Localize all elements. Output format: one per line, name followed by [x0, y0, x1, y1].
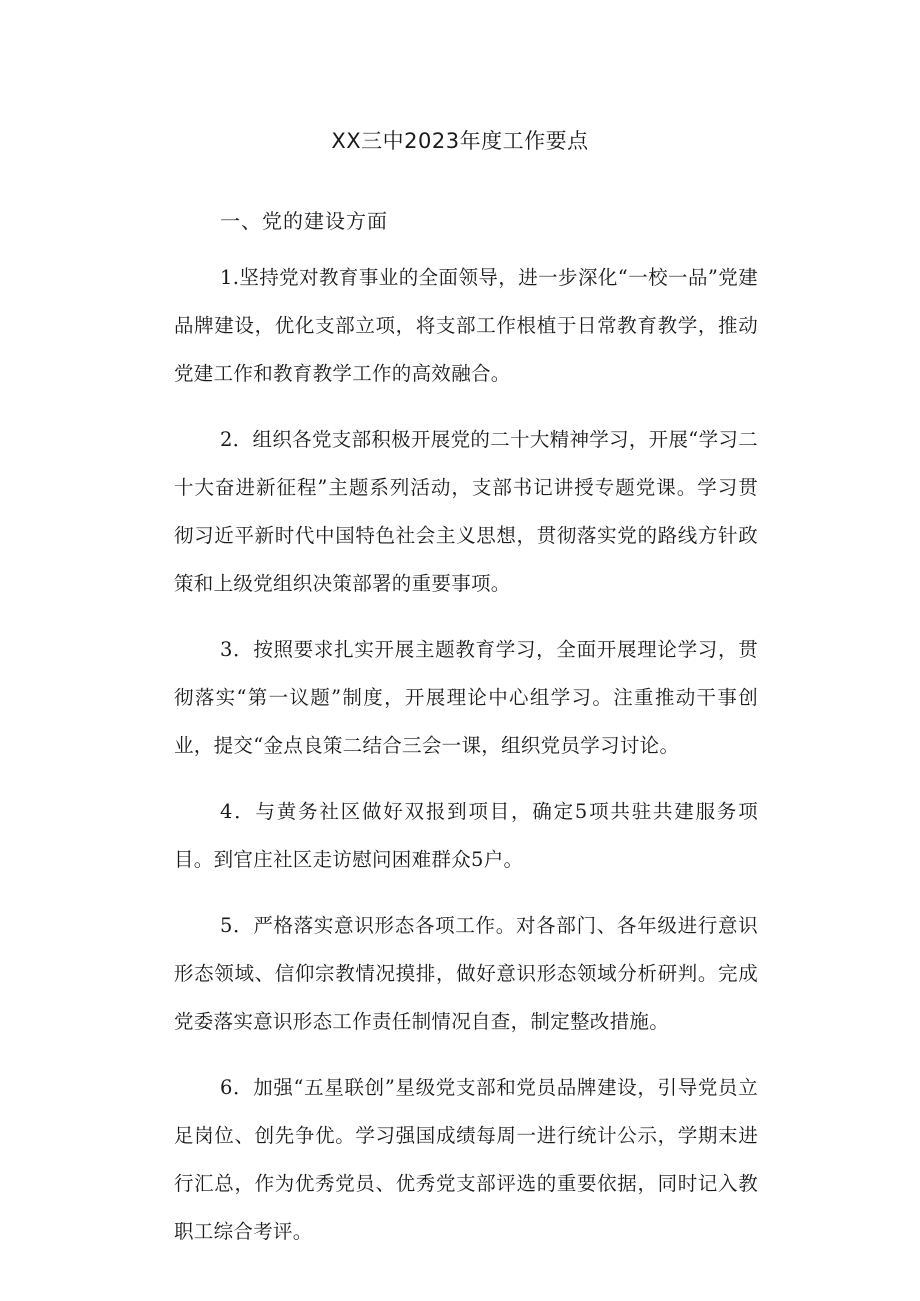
document-body: [174, 254, 758, 1274]
paragraph-2: 2．组织各党支部积极开展党的二十大精神学习，开展“学习二十大奋进新征程”主题系列活动，支部书记讲授专题党课。学习贯彻习近平新时代中国特色社会主义思想，贯彻落实党的路线方针政策和上级党组织决策部署的重要事项。: [174, 428, 758, 595]
paragraph-1: 1.坚持党对教育事业的全面领导，进一步深化“一校一品”党建品牌建设，优化支部立项，将支部工作根植于日常教育教学，推动党建工作和教育教学工作的高效融合。: [174, 266, 758, 385]
paragraph-3: 3．按照要求扎实开展主题教育学习，全面开展理论学习，贯彻落实“第一议题”制度，开展理论中心组学习。注重推动干事创业，提交“金点良策二结合三会一课，组织党员学习讨论。: [174, 638, 758, 757]
paragraph-4: 4．与黄务社区做好双报到项目，确定5项共驻共建服务项目。到官庄社区走访慰问困难群众5户。: [174, 800, 758, 871]
document-title: XX三中2023年度工作要点: [331, 129, 589, 153]
paragraph-5: 5．严格落实意识形态各项工作。对各部门、各年级进行意识形态领域、信仰宗教情况摸排，做好意识形态领域分析研判。完成党委落实意识形态工作责任制情况自查，制定整改措施。: [174, 914, 758, 1033]
section-heading: 一、党的建设方面: [220, 209, 388, 233]
paragraph-6: 6．加强“五星联创”星级党支部和党员品牌建设，引导党员立足岗位、创先争优。学习强国成绩每周一进行统计公示，学期末进行汇总，作为优秀党员、优秀党支部评选的重要依据，同时记入教职工综合考评。: [174, 1076, 758, 1243]
